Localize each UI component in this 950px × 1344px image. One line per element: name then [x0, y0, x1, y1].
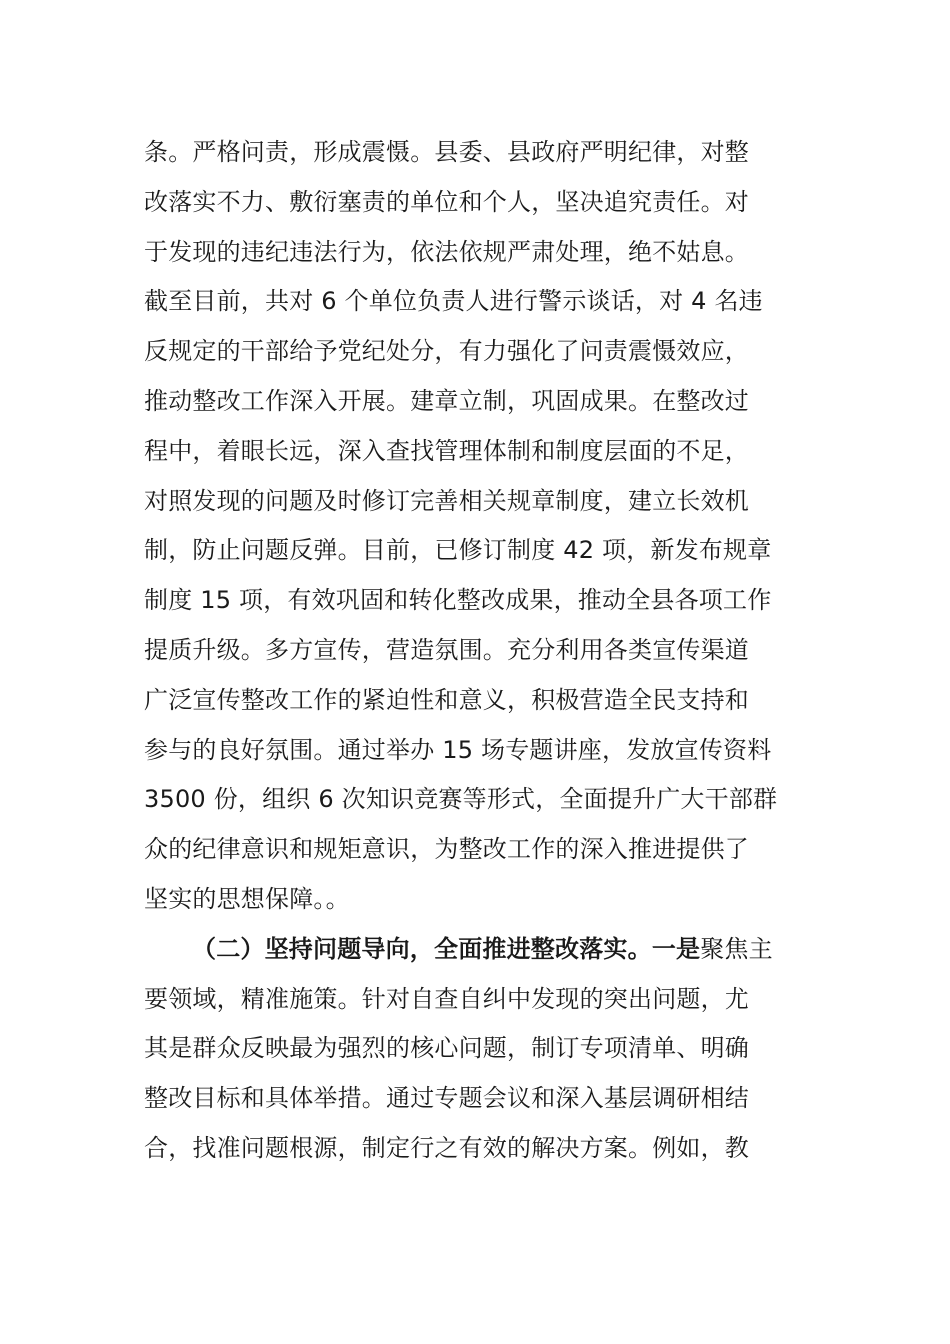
paragraph-accountability-line: 截至目前，共对 6 个单位负责人进行警示谈话，对 4 名违: [144, 287, 763, 316]
paragraph-accountability-line: 制，防止问题反弹。目前，已修订制度 42 项，新发布规章: [144, 536, 772, 565]
paragraph-accountability-line: 对照发现的问题及时修订完善相关规章制度，建立长效机: [144, 486, 749, 515]
paragraph-accountability-line: 程中，着眼长远，深入查找管理体制和制度层面的不足，: [144, 436, 749, 465]
paragraph-problem-oriented-line: 合，找准问题根源，制定行之有效的解决方案。例如，教: [144, 1133, 749, 1162]
point-text-start: 聚焦主: [700, 934, 773, 963]
paragraph-accountability-line: 提质升级。多方宣传，营造氛围。充分利用各类宣传渠道: [144, 635, 749, 664]
section-heading: （二）坚持问题导向，全面推进整改落实。: [192, 934, 652, 963]
paragraph-accountability-line: 改落实不力、敷衍塞责的单位和个人，坚决追究责任。对: [144, 187, 749, 216]
paragraph-accountability: [144, 128, 814, 925]
paragraph-problem-oriented: [144, 925, 814, 1174]
point-lead: 一是: [651, 934, 701, 963]
paragraph-accountability-line: 于发现的违纪违法行为，依法依规严肃处理，绝不姑息。: [144, 237, 749, 266]
body-text: [144, 128, 814, 1174]
paragraph-accountability-line: 制度 15 项，有效巩固和转化整改成果，推动全县各项工作: [144, 586, 772, 615]
paragraph-accountability-line: 参与的良好氛围。通过举办 15 场专题讲座，发放宣传资料: [144, 735, 772, 764]
paragraph-accountability-line: 坚实的思想保障。。: [144, 884, 350, 913]
paragraph-accountability-line: 推动整改工作深入开展。建章立制，巩固成果。在整改过: [144, 386, 749, 415]
paragraph-accountability-line: 3500 份，组织 6 次知识竞赛等形式，全面提升广大干部群: [144, 785, 778, 814]
paragraph-accountability-line: 众的纪律意识和规矩意识，为整改工作的深入推进提供了: [144, 835, 749, 864]
paragraph-accountability-line: 条。严格问责，形成震慑。县委、县政府严明纪律，对整: [144, 138, 749, 166]
paragraph-problem-oriented-line: 其是群众反映最为强烈的核心问题，制订专项清单、明确: [144, 1034, 749, 1063]
paragraph-problem-oriented-line: 整改目标和具体举措。通过专题会议和深入基层调研相结: [144, 1084, 749, 1113]
paragraph-problem-oriented-line: 要领域，精准施策。针对自查自纠中发现的突出问题，尤: [144, 984, 749, 1013]
paragraph-accountability-line: 反规定的干部给予党纪处分，有力强化了问责震慑效应，: [144, 337, 749, 366]
paragraph-accountability-line: 广泛宣传整改工作的紧迫性和意义，积极营造全民支持和: [144, 685, 749, 714]
section-heading-line: [144, 925, 814, 975]
